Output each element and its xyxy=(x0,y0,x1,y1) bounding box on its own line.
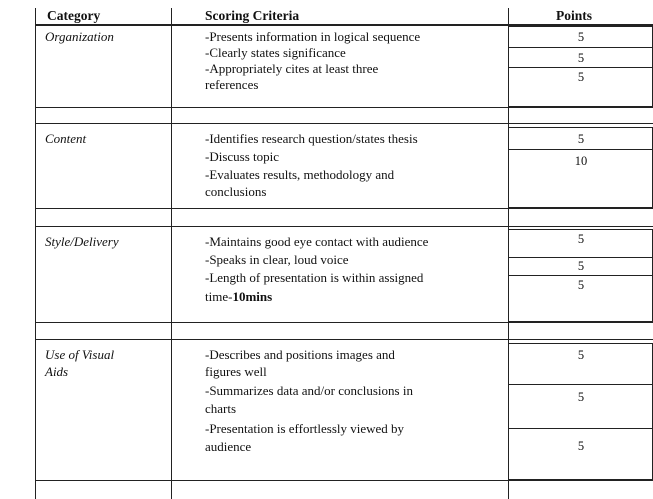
criterion-line: -Discuss topic xyxy=(205,149,280,164)
points-value: 5 xyxy=(577,439,585,453)
criterion-line: -Speaks in clear, loud voice xyxy=(205,252,349,267)
criterion-line: -Identifies research question/states thesis xyxy=(205,131,418,146)
row-divider xyxy=(35,322,653,323)
category-visual-aids-line1: Use of Visual xyxy=(45,347,115,362)
criterion-line: -Length of presentation is within assigned xyxy=(205,270,424,285)
row-divider xyxy=(35,208,653,209)
criterion-line: figures well xyxy=(205,364,267,379)
criterion-line-time xyxy=(205,289,272,304)
time-limit: 10mins xyxy=(232,289,273,304)
points-value: 10 xyxy=(574,154,588,168)
category-content: Content xyxy=(45,131,87,146)
row-divider xyxy=(35,226,653,227)
criterion-line: -Appropriately cites at least three xyxy=(205,61,379,76)
criterion-line: charts xyxy=(205,401,237,416)
criterion-line: -Summarizes data and/or conclusions in xyxy=(205,383,413,398)
points-box xyxy=(508,428,653,480)
row-divider xyxy=(35,339,653,340)
category-visual-aids-line2: Aids xyxy=(45,364,69,379)
criterion-line: -Evaluates results, methodology and xyxy=(205,167,395,182)
category-style-delivery: Style/Delivery xyxy=(45,234,119,249)
header-category: Category xyxy=(47,8,101,23)
header-points: Points xyxy=(556,8,593,23)
points-value: 5 xyxy=(577,259,585,273)
points-value: 5 xyxy=(577,30,585,44)
criterion-line: -Presents information in logical sequence xyxy=(205,29,421,44)
criterion-line: -Describes and positions images and xyxy=(205,347,395,362)
criterion-line: conclusions xyxy=(205,184,267,199)
criterion-line: -Presentation is effortlessly viewed by xyxy=(205,421,405,436)
column-divider-category xyxy=(171,8,172,499)
row-divider xyxy=(35,480,653,481)
criterion-line: -Maintains good eye contact with audience xyxy=(205,234,429,249)
points-value: 5 xyxy=(577,348,585,362)
header-scoring-criteria: Scoring Criteria xyxy=(205,8,300,23)
points-value: 5 xyxy=(577,51,585,65)
criterion-line: references xyxy=(205,77,259,92)
points-value: 5 xyxy=(577,278,585,292)
points-value: 5 xyxy=(577,132,585,146)
points-value: 5 xyxy=(577,70,585,84)
table-border-left xyxy=(35,8,36,499)
points-value: 5 xyxy=(577,232,585,246)
row-divider xyxy=(35,123,653,124)
scoring-rubric-table xyxy=(35,8,653,499)
criterion-line: -Clearly states significance xyxy=(205,45,346,60)
time-prefix: time- xyxy=(205,289,233,304)
category-organization: Organization xyxy=(45,29,114,44)
points-value: 5 xyxy=(577,390,585,404)
row-divider xyxy=(35,107,653,108)
criterion-line: audience xyxy=(205,439,252,454)
